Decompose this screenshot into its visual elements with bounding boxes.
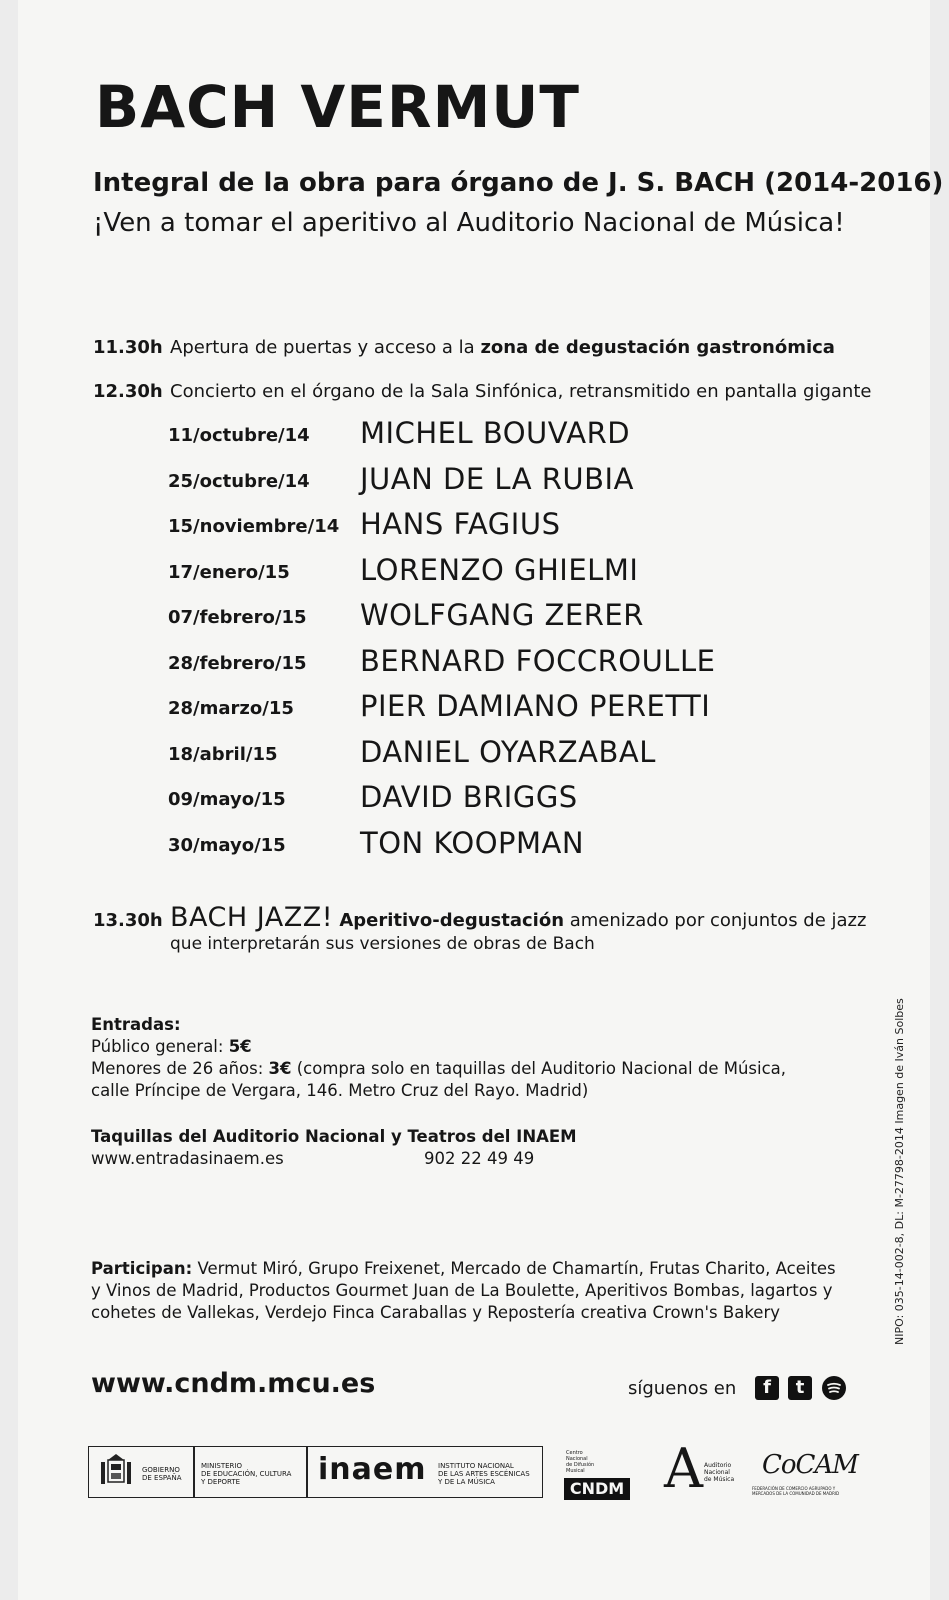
participants-line2: y Vinos de Madrid, Productos Gourmet Juan de La Boulette, Aperitivos Bombas, lagartos y xyxy=(91,1281,833,1300)
divider xyxy=(306,1446,308,1498)
concert-date: 07/febrero/15 xyxy=(168,607,307,628)
jazz-title: BACH JAZZ! xyxy=(170,902,334,933)
auditorio-logo: A xyxy=(664,1437,703,1500)
follow-label: síguenos en xyxy=(628,1378,737,1399)
participants-line1: Participan: Vermut Miró, Grupo Freixenet, Mercado de Chamartín, Frutas Charito, Aceites xyxy=(91,1259,836,1278)
cndm-website-link[interactable]: www.cndm.mcu.es xyxy=(91,1368,376,1399)
schedule-text: Concierto en el órgano de la Sala Sinfónica xyxy=(170,381,558,402)
concert-artist: JUAN DE LA RUBIA xyxy=(360,462,634,496)
cocam-label: FEDERACIÓN DE COMERCIO AGRUPADO Y MERCADOS DE LA COMUNIDAD DE MADRID xyxy=(752,1486,840,1496)
tagline: ¡Ven a tomar el aperitivo al Auditorio Nacional de Música! xyxy=(93,208,845,238)
schedule-text-bold: zona de degustación gastronómica xyxy=(480,337,835,358)
concert-date: 15/noviembre/14 xyxy=(168,516,340,537)
auditorio-label: Auditorio Nacional de Música xyxy=(704,1462,735,1483)
concert-date: 30/mayo/15 xyxy=(168,835,286,856)
cocam-logo: CoCAM xyxy=(762,1450,858,1480)
subtitle: Integral de la obra para órgano de J. S. BACH (2014-2016) xyxy=(93,168,944,198)
page-title: BACH VERMUT xyxy=(95,73,580,141)
tickets-young: Menores de 26 años: 3€ (compra solo en taquillas del Auditorio Nacional de Música, xyxy=(91,1059,787,1078)
concert-artist: PIER DAMIANO PERETTI xyxy=(360,689,711,723)
schedule-row-doors xyxy=(93,337,835,358)
concert-date: 09/mayo/15 xyxy=(168,789,286,810)
concert-date: 25/octubre/14 xyxy=(168,471,310,492)
concert-artist: LORENZO GHIELMI xyxy=(360,553,639,587)
schedule-row-concert xyxy=(93,381,871,402)
tickets-address: calle Príncipe de Vergara, 146. Metro Cruz del Rayo. Madrid) xyxy=(91,1081,589,1100)
concert-date: 11/octubre/14 xyxy=(168,425,310,446)
concert-artist: DAVID BRIGGS xyxy=(360,780,578,814)
ministerio-label: MINISTERIO DE EDUCACIÓN, CULTURA Y DEPORTE xyxy=(201,1462,292,1486)
tickets-website-link[interactable]: www.entradasinaem.es xyxy=(91,1149,284,1168)
tickets-heading: Entradas: xyxy=(91,1015,181,1034)
tickets-phone: 902 22 49 49 xyxy=(424,1149,535,1168)
concert-artist: HANS FAGIUS xyxy=(360,507,561,541)
concert-date: 28/marzo/15 xyxy=(168,698,294,719)
tickets-general: Público general: 5€ xyxy=(91,1037,252,1056)
concert-date: 17/enero/15 xyxy=(168,562,290,583)
time-label: 12.30h xyxy=(93,381,163,402)
schedule-text: Apertura de puertas y acceso a la xyxy=(170,337,481,358)
jazz-text: amenizado por conjuntos de jazz xyxy=(564,910,867,931)
divider xyxy=(193,1446,195,1498)
twitter-icon[interactable]: t xyxy=(788,1376,812,1400)
concert-artist: WOLFGANG ZERER xyxy=(360,598,644,632)
coat-of-arms-icon xyxy=(98,1452,134,1492)
cndm-logo: CNDM xyxy=(564,1478,630,1500)
participants-line3: cohetes de Vallekas, Verdejo Finca Caraballas y Repostería creativa Crown's Bakery xyxy=(91,1303,780,1322)
concert-date: 28/febrero/15 xyxy=(168,653,307,674)
concert-artist: BERNARD FOCCROULLE xyxy=(360,644,716,678)
jazz-text-line2: que interpretarán sus versiones de obras de Bach xyxy=(170,934,595,954)
facebook-icon[interactable]: f xyxy=(755,1376,779,1400)
concert-artist: DANIEL OYARZABAL xyxy=(360,735,656,769)
schedule-row-jazz xyxy=(93,902,866,933)
gobierno-label: GOBIERNO DE ESPAÑA xyxy=(142,1466,182,1482)
concert-artist: TON KOOPMAN xyxy=(360,826,585,860)
schedule-text-rest: , retransmitido en pantalla gigante xyxy=(557,381,872,402)
jazz-bold: Aperitivo-degustación xyxy=(333,910,565,931)
concert-date: 18/abril/15 xyxy=(168,744,278,765)
time-label: 13.30h xyxy=(93,910,163,931)
cndm-full-label: Centro Nacional de Difusión Musical xyxy=(566,1450,595,1474)
spotify-icon[interactable] xyxy=(822,1376,846,1400)
box-office: Taquillas del Auditorio Nacional y Teatros del INAEM xyxy=(91,1127,577,1146)
concert-artist: MICHEL BOUVARD xyxy=(360,416,631,450)
time-label: 11.30h xyxy=(93,337,163,358)
inaem-logo: inaem xyxy=(318,1452,427,1487)
inaem-full-label: INSTITUTO NACIONAL DE LAS ARTES ESCÉNICAS Y DE LA MÚSICA xyxy=(438,1462,530,1486)
